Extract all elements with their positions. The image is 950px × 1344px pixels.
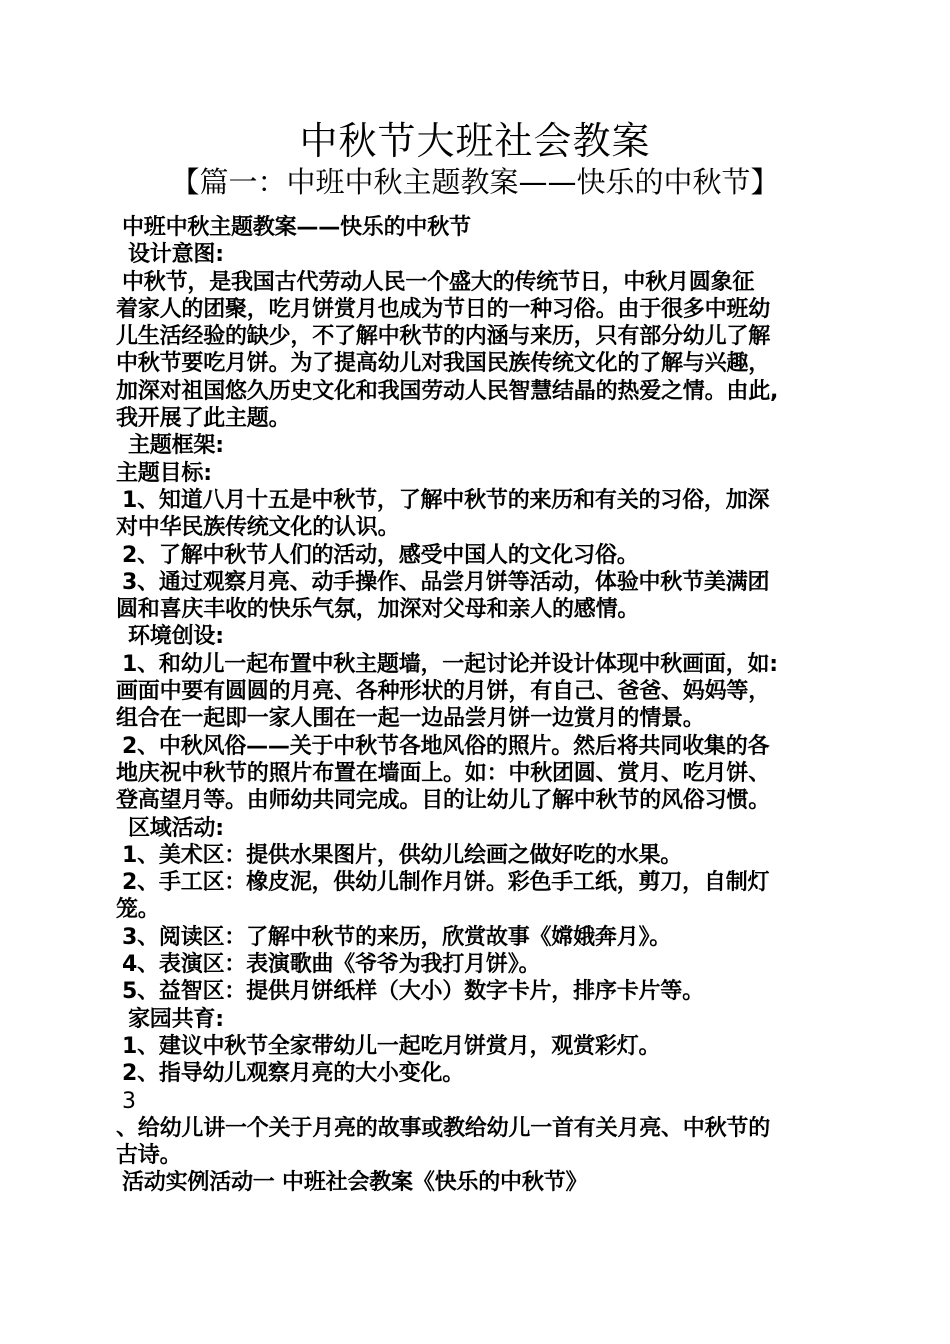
paragraph-line: 加深对祖国悠久历史文化和我国劳动人民智慧结晶的热爱之情。由此, xyxy=(116,378,779,404)
section-heading: 家园共育: xyxy=(128,1006,224,1032)
list-item-line: 3、阅读区：了解中秋节的来历，欣赏故事《嫦娥奔月》。 xyxy=(122,924,672,950)
list-item-line: 5、益智区：提供月饼纸样（大小）数字卡片，排序卡片等。 xyxy=(122,979,704,1005)
paragraph-line: 中秋节要吃月饼。为了提高幼儿对我国民族传统文化的了解与兴趣， xyxy=(116,351,771,377)
list-item-line: 2、了解中秋节人们的活动，感受中国人的文化习俗。 xyxy=(122,542,639,568)
list-item-line: 画面中要有圆圆的月亮、各种形状的月饼，有自己、爸爸、妈妈等， xyxy=(116,679,771,705)
list-item-line: 1、美术区：提供水果图片，供幼儿绘画之做好吃的水果。 xyxy=(122,842,683,868)
section-heading: 设计意图: xyxy=(128,242,224,268)
list-item-line: 圆和喜庆丰收的快乐气氛，加深对父母和亲人的感情。 xyxy=(116,597,640,623)
section-heading: 环境创设: xyxy=(128,624,224,650)
section-heading: 主题框架: xyxy=(128,433,224,459)
list-item-line: 登高望月等。由师幼共同完成。目的让幼儿了解中秋节的风俗习惯。 xyxy=(116,788,771,814)
paragraph-line: 中秋节，是我国古代劳动人民一个盛大的传统节日，中秋月圆象征 xyxy=(122,269,755,295)
section-heading: 主题目标: xyxy=(116,460,212,486)
list-item-line: 、给幼儿讲一个关于月亮的故事或教给幼儿一首有关月亮、中秋节的 xyxy=(116,1115,771,1141)
list-item-number: 3 xyxy=(122,1088,136,1114)
document-subtitle: 【篇一：中班中秋主题教案——快乐的中秋节】 xyxy=(170,165,780,199)
document-body xyxy=(116,214,846,1197)
list-item-line: 2、指导幼儿观察月亮的大小变化。 xyxy=(122,1061,465,1087)
list-item-line: 对中华民族传统文化的认识。 xyxy=(116,515,400,541)
list-item-line: 3、通过观察月亮、动手操作、品尝月饼等活动，体验中秋节美满团 xyxy=(122,569,770,595)
list-item-line: 1、知道八月十五是中秋节，了解中秋节的来历和有关的习俗，加深 xyxy=(122,487,770,513)
list-item-line: 古诗。 xyxy=(116,1143,182,1169)
paragraph-line: 儿生活经验的缺少，不了解中秋节的内涵与来历，只有部分幼儿了解 xyxy=(116,324,771,350)
list-item-line: 地庆祝中秋节的照片布置在墙面上。如：中秋团圆、赏月、吃月饼、 xyxy=(116,760,771,786)
list-item-line: 笼。 xyxy=(116,897,160,923)
document-title: 中秋节大班社会教案 xyxy=(299,119,651,163)
paragraph-line: 着家人的团聚，吃月饼赏月也成为节日的一种习俗。由于很多中班幼 xyxy=(116,296,771,322)
list-item-line: 2、手工区：橡皮泥，供幼儿制作月饼。彩色手工纸，剪刀，自制灯 xyxy=(122,870,770,896)
list-item-line: 1、建议中秋节全家带幼儿一起吃月饼赏月，观赏彩灯。 xyxy=(122,1033,661,1059)
paragraph-line: 我开展了此主题。 xyxy=(116,406,291,432)
list-item-line: 1、和幼儿一起布置中秋主题墙，一起讨论并设计体现中秋画面，如: xyxy=(122,651,778,677)
list-item-line: 2、中秋风俗——关于中秋节各地风俗的照片。然后将共同收集的各 xyxy=(122,733,770,759)
list-item-line: 组合在一起即一家人围在一起一边品尝月饼一边赏月的情景。 xyxy=(116,706,705,732)
list-item-line: 4、表演区：表演歌曲《爷爷为我打月饼》。 xyxy=(122,952,541,978)
section-heading: 区域活动: xyxy=(128,815,224,841)
section-heading: 中班中秋主题教案——快乐的中秋节 xyxy=(122,215,471,240)
section-heading: 活动实例活动一 中班社会教案《快乐的中秋节》 xyxy=(122,1170,588,1196)
